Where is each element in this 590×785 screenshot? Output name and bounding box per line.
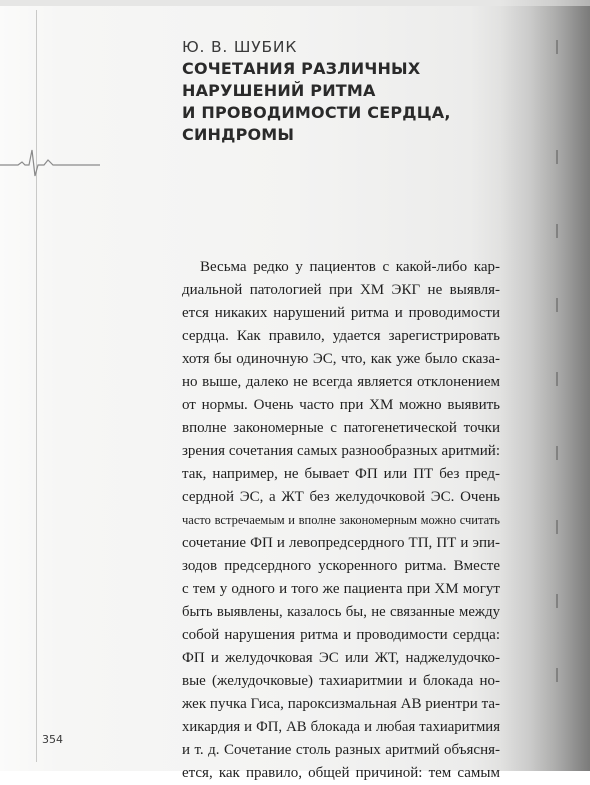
text-line: сердца. Как правило, удается зарегистрировать (182, 328, 500, 344)
ecg-wave-icon (0, 148, 100, 178)
chapter-title-line-4: СИНДРОМЫ (182, 125, 295, 144)
chapter-title-line-2: НАРУШЕНИЙ РИТМА (182, 81, 376, 100)
edge-mark (556, 668, 558, 682)
text-line: ФП и желудочковая ЭС или ЖТ, наджелудочко- (182, 650, 500, 666)
chapter-title-line-1: СОЧЕТАНИЯ РАЗЛИЧНЫХ (182, 59, 421, 78)
text-line: зрения сочетания самых разнообразных аритмий: (182, 443, 500, 459)
edge-mark (556, 446, 558, 460)
text-line: и т. д. Сочетание столь разных аритмий объясня- (182, 742, 500, 758)
chapter-title-line-3: И ПРОВОДИМОСТИ СЕРДЦА, (182, 103, 451, 122)
text-line: сочетание ФП и левопредсердного ТП, ПТ и эпи- (182, 535, 500, 551)
text-line: так, например, не бывает ФП или ПТ без пред- (182, 466, 500, 482)
text-line: собой нарушения ритма и проводимости сердца: (182, 627, 500, 643)
text-line: ется никаких нарушений ритма и проводимости (182, 305, 500, 321)
edge-mark (556, 40, 558, 54)
binding-shadow (500, 0, 590, 771)
text-line: часто встречаемым и вполне закономерным можно считать (182, 513, 500, 527)
edge-marks (552, 0, 564, 771)
text-line: с тем у одного и того же пациента при ХМ могут (182, 581, 500, 597)
edge-mark (556, 224, 558, 238)
text-line: диальной патологией при ХМ ЭКГ не выявля- (182, 282, 500, 298)
text-line: Весьма редко у пациентов с какой-либо кар- (200, 259, 500, 275)
text-line: хотя бы одиночную ЭС, что, как уже было сказа- (182, 351, 500, 367)
edge-mark (556, 520, 558, 534)
text-line: от нормы. Очень часто при ХМ можно выявить (182, 397, 500, 413)
margin-rule (36, 10, 37, 762)
page-top-edge (0, 0, 590, 6)
text-line: вполне закономерные с патогенетической точки (182, 420, 500, 436)
text-line: жек пучка Гиса, пароксизмальная АВ риентри та- (182, 696, 500, 712)
edge-mark (556, 150, 558, 164)
text-line: зодов предсердного ускоренного ритма. Вместе (182, 558, 500, 574)
edge-mark (556, 594, 558, 608)
edge-mark (556, 298, 558, 312)
text-line: сердной ЭС, а ЖТ без желудочковой ЭС. Очень (182, 489, 500, 505)
text-line: ется, как правило, общей причиной: тем самым (182, 765, 500, 781)
chapter-heading (182, 36, 512, 146)
text-line: но выше, далеко не всегда является отклонением (182, 374, 500, 390)
text-line: вые (желудочковые) тахиаритмии и блокада но- (182, 673, 500, 689)
author-name: Ю. В. ШУБИК (182, 38, 298, 56)
text-line: хикардия и ФП, АВ блокада и любая тахиаритмия (182, 719, 500, 735)
text-line: быть выявлены, казалось бы, не связанные между (182, 604, 500, 620)
page-number: 354 (42, 733, 63, 746)
body-paragraph (182, 256, 500, 785)
edge-mark (556, 372, 558, 386)
